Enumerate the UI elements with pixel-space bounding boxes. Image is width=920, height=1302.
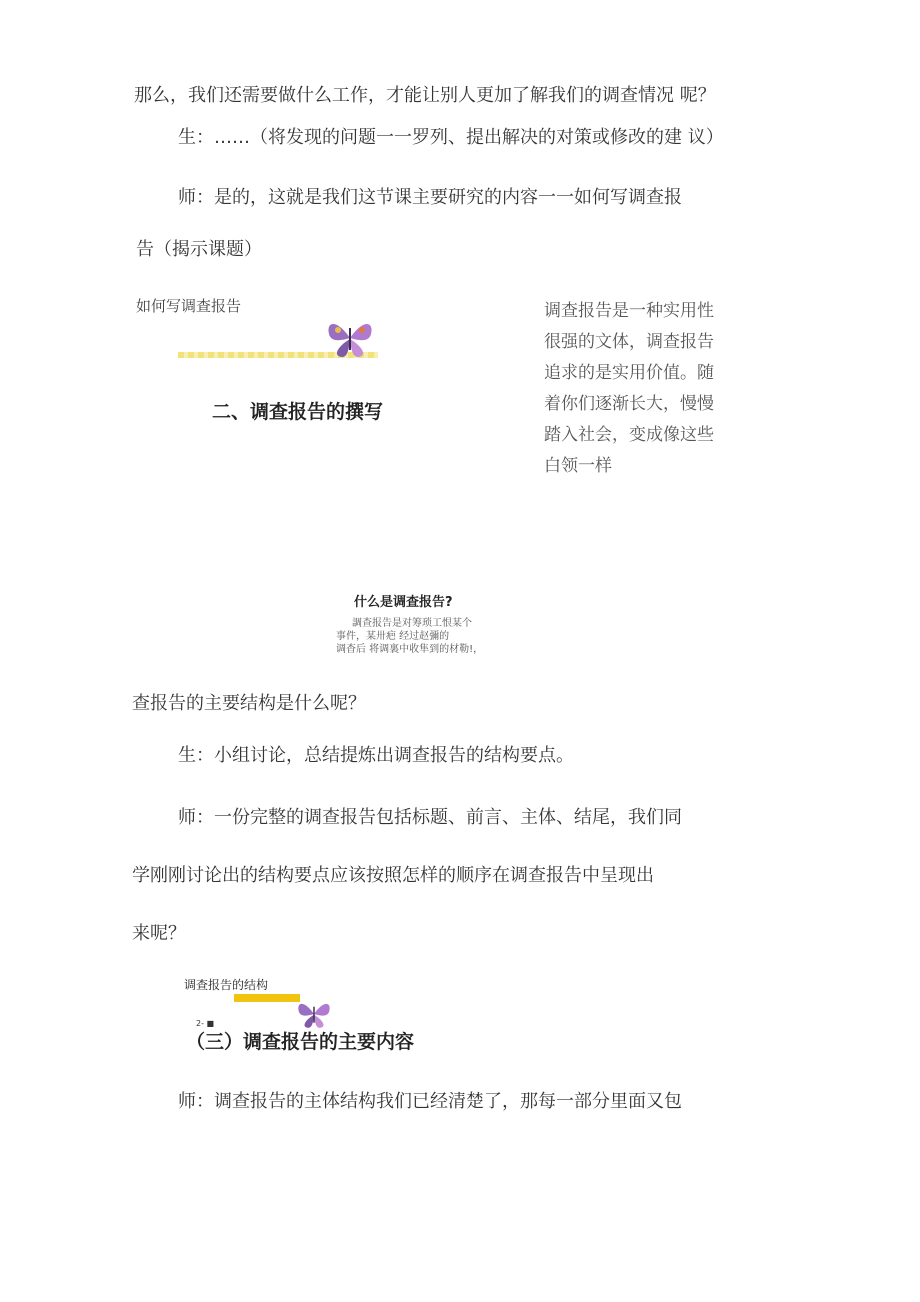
slide-thumbnail-1	[134, 296, 384, 366]
slide-2-body-1: 調查报告是对筹琐工恨某个	[352, 618, 472, 629]
slide-3-decorative-band	[234, 994, 300, 1002]
line-teacher-2: 师：一份完整的调查报告包括标题、前言、主体、结尾，我们同	[178, 807, 682, 828]
line-intro-question: 那么，我们还需要做什么工作，才能让别人更加了解我们的调查情况 呢？	[134, 85, 716, 106]
line-student-answer: 生：……（将发现的问题一一罗列、提出解决的对策或修改的建 议）	[178, 127, 724, 148]
slide-3-title: 调查报告的结构	[184, 978, 269, 992]
slide-1-title: 如何写调查报告	[136, 297, 242, 315]
line-teacher-1-cont: 告（揭示课题）	[136, 239, 262, 260]
slide-2-body-2: 事件，某卅疤 经过赵彌的	[336, 631, 450, 642]
line-student-discuss: 生：小组讨论，总结提炼出调查报告的结构要点。	[178, 745, 574, 766]
slide-3-page-marker: 2- ■	[196, 1019, 215, 1028]
slide-thumbnail-3	[182, 974, 342, 1032]
line-structure-question: 查报告的主要结构是什么呢？	[132, 693, 366, 714]
line-teacher-2-cont: 学刚刚讨论出的结构要点应该按照怎样的顺序在调查报告中呈现出	[132, 865, 654, 886]
line-teacher-2-end: 来呢？	[132, 923, 186, 944]
butterfly-icon	[324, 316, 376, 360]
heading-2: 二、调查报告的撰写	[212, 401, 384, 423]
slide-2-body-3: 调杳后 将调裏中收隼到的材勒!，	[336, 644, 484, 655]
slide-thumbnail-2	[330, 592, 500, 654]
sidebar-text: 调查报告是一种实用性很强的文体，调查报告追求的是实用价值。随着你们逐渐长大，慢慢踏入社会，变成像这些白领一样	[544, 301, 714, 476]
sidebar-clip	[544, 296, 720, 476]
line-teacher-3: 师：调查报告的主体结构我们已经清楚了，那每一部分里面又包	[178, 1091, 682, 1112]
heading-3: （三）调查报告的主要内容	[186, 1031, 415, 1053]
slide-2-title: 什么是调查报告?	[354, 595, 453, 610]
line-teacher-1: 师：是的，这就是我们这节课主要研究的内容一一如何写调查报	[178, 187, 682, 208]
butterfly-icon	[294, 998, 334, 1030]
